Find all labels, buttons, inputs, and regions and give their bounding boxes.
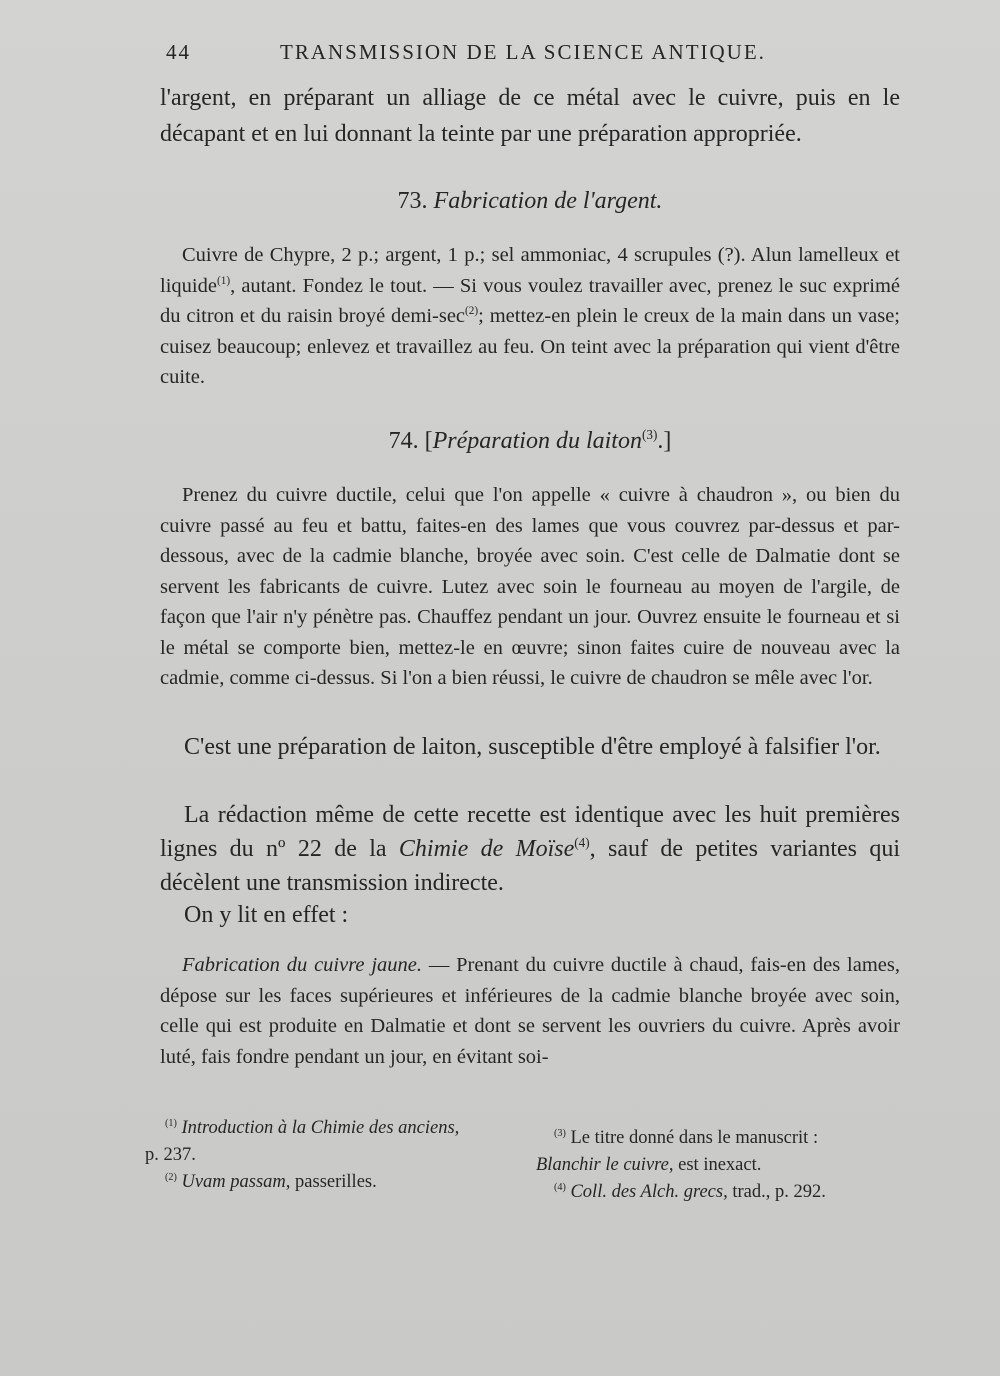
- quoted-recipe: [160, 950, 900, 1072]
- text-run: , autant. Fondez le tout. — Si vous voulez travailler avec, prenez le suc exprimé du citron et du raisin broyé demi-sec: [160, 274, 900, 327]
- footnote-2: [145, 1169, 520, 1196]
- footnote-3-cont: [536, 1152, 906, 1179]
- footnote-ref: (1): [216, 274, 231, 287]
- book-title: Chimie de Moïse: [398, 836, 575, 862]
- footnote-4: [536, 1179, 906, 1206]
- footnote-1-page: p. 237.: [145, 1145, 196, 1165]
- recipe-73-text: [160, 240, 900, 393]
- section-title: Fabrication de l'argent.: [433, 188, 663, 214]
- running-header: [160, 40, 900, 76]
- footnote-mark: (1): [165, 1117, 177, 1129]
- text-run: ; mettez-en plein le creux de la main dans un vase; cuisez beaucoup; enlevez et travaillez au feu. On teint avec la préparation qui vient d'être cuite.: [160, 305, 900, 388]
- text-run: Le titre donné dans le manuscrit :: [565, 1128, 819, 1148]
- recipe-74-text: Prenez du cuivre ductile, celui que l'on appelle « cuivre à chaudron », ou bien du cuivre passé au feu et battu, faites-en des lames que vous couvrez par-dessus et par-dessous, avec de la cadmie blanche, broyée avec soin. C'est celle de Dalmatie dont se servent les fabricants de cuivre. Lutez avec soin le fourneau au moyen de l'argile, de façon que l'air n'y pénètre pas. Chauffez pendant un jour. Ouvrez ensuite le fourneau et si le métal se comporte bien, mettez-le en œuvre; sinon faites cuire de nouveau avec la cadmie, comme ci-dessus. Si l'on a bien réussi, le cuivre de chaudron se mêle avec l'or.: [160, 484, 900, 689]
- paragraph-continued: l'argent, en préparant un alliage de ce métal avec le cuivre, puis en le décapant et en lui donnant la teinte par une préparation appropriée.: [160, 85, 900, 147]
- text-run: , sauf de petites variantes qui décèlent une transmission indirecte.: [160, 836, 901, 896]
- footnote-title: Introduction à la Chimie des anciens,: [181, 1118, 460, 1138]
- section-title: Préparation du laiton: [432, 428, 642, 454]
- footnote-ref: (2): [465, 305, 479, 318]
- footnotes-right: [536, 1125, 906, 1206]
- footnote-title: Blanchir le cuivre,: [536, 1155, 674, 1175]
- text-run: La rédaction même de cette recette est identique avec les huit premières lignes du nº 22 de la: [160, 802, 900, 862]
- section-heading-73: [160, 188, 900, 215]
- footnote-title: Coll. des Alch. grecs,: [570, 1182, 728, 1202]
- footnotes-left: [145, 1115, 520, 1196]
- text-run: trad., p. 292.: [727, 1182, 826, 1202]
- page-number: 44: [166, 40, 191, 64]
- section-number: 74.: [388, 428, 419, 454]
- section-heading-74: [160, 428, 900, 455]
- text-run: passerilles.: [290, 1172, 377, 1192]
- commentary-paragraph: [160, 798, 900, 900]
- footnote-mark: (3): [554, 1127, 566, 1139]
- footnote-mark: (2): [165, 1171, 177, 1183]
- footnote-ref: (3): [641, 426, 658, 442]
- bracket-open: [: [424, 428, 433, 454]
- quote-title: Fabrication du cuivre jaune.: [182, 954, 423, 976]
- running-title: TRANSMISSION DE LA SCIENCE ANTIQUE.: [280, 40, 766, 64]
- footnote-1: [145, 1115, 520, 1142]
- commentary-paragraph: C'est une préparation de laiton, susceptible d'être employé à falsifier l'or.: [184, 734, 881, 760]
- footnote-3: [536, 1125, 906, 1152]
- footnote-ref: (4): [574, 834, 590, 850]
- bracket-close: .]: [657, 428, 672, 454]
- text-run: Cuivre de Chypre, 2 p.; argent, 1 p.; sel ammoniac, 4 scrupules (?). Alun lamelleux et liquide: [160, 244, 900, 297]
- footnote-title: Uvam passam,: [181, 1172, 291, 1192]
- text-run: — Prenant du cuivre ductile à chaud, fais-en des lames, dépose sur les faces supérieures et inférieures de la cadmie blanche broyée avec soin, celle qui est produite en Dalmatie et dont se servent les ouvriers du cuivre. Après avoir luté, fais fondre pendant un jour, en évitant soi-: [160, 954, 900, 1068]
- footnote-mark: (4): [554, 1181, 566, 1193]
- commentary-paragraph: On y lit en effet :: [184, 902, 349, 928]
- section-number: 73.: [397, 188, 428, 214]
- text-run: est inexact.: [673, 1155, 762, 1175]
